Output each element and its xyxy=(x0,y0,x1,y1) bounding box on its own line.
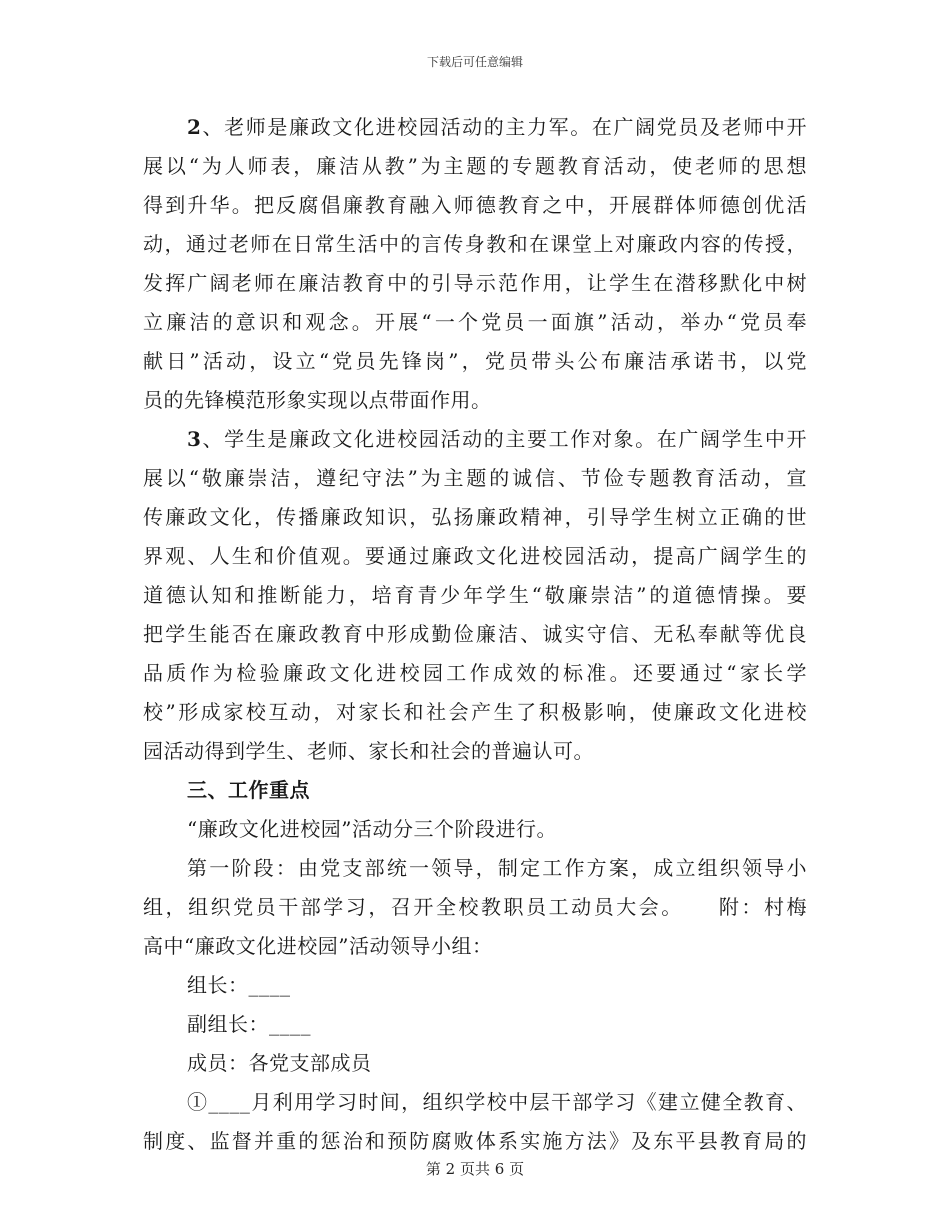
paragraph-line: 展以“为人师表，廉洁从教”为主题的专题教育活动，使老师的思想 xyxy=(143,154,807,178)
section-heading: 三、工作重点 xyxy=(187,778,310,802)
paragraph-item-one xyxy=(143,1083,807,1161)
page-header-note: 下载后可任意编辑 xyxy=(426,55,523,69)
paragraph-line: 制度、监督并重的惩治和预防腐败体系实施方法》及东平县教育局的 xyxy=(143,1129,807,1153)
group-members: 成员：各党支部成员 xyxy=(187,1051,372,1075)
paragraph-line: 献日”活动，设立“党员先锋岗”，党员带头公布廉洁承诺书，以党 xyxy=(143,349,807,373)
paragraph-line: 3、学生是廉政文化进校园活动的主要工作对象。在广阔学生中开 xyxy=(187,427,807,451)
paragraph-line: 展以“敬廉崇洁，遵纪守法”为主题的诚信、节俭专题教育活动，宣 xyxy=(143,466,807,490)
paragraph-stage-one xyxy=(143,849,807,966)
paragraph-line: 传廉政文化，传播廉政知识，弘扬廉政精神，引导学生树立正确的世 xyxy=(143,505,807,529)
paragraph-line: 品质作为检验廉政文化进校园工作成效的标准。还要通过“家长学 xyxy=(143,661,807,685)
document-body xyxy=(143,108,807,1161)
paragraph-number: 3 xyxy=(187,427,202,451)
paragraph-line: 界观、人生和价值观。要通过廉政文化进校园活动，提高广阔学生的 xyxy=(143,544,807,568)
paragraph-line: ①____月利用学习时间，组织学校中层干部学习《建立健全教育、 xyxy=(187,1090,807,1114)
paragraph-line: 道德认知和推断能力，培育青少年学生“敬廉崇洁”的道德情操。要 xyxy=(143,583,807,607)
group-vice-leader: 副组长：____ xyxy=(187,1012,311,1036)
paragraph-line: 高中“廉政文化进校园”活动领导小组： xyxy=(143,934,493,958)
page-footer-number: 第 2 页共 6 页 xyxy=(425,1160,525,1178)
paragraph-line: 校”形成家校互动，对家长和社会产生了积极影响，使廉政文化进校 xyxy=(143,700,807,724)
paragraph-line: 得到升华。把反腐倡廉教育融入师德教育之中，开展群体师德创优活 xyxy=(143,193,807,217)
paragraph-students xyxy=(143,420,807,771)
paragraph-line: 2、老师是廉政文化进校园活动的主力军。在广阔党员及老师中开 xyxy=(187,115,807,139)
paragraph-line: 第一阶段：由党支部统一领导，制定工作方案，成立组织领导小 xyxy=(187,856,807,880)
paragraph-line: 立廉洁的意识和观念。开展“一个党员一面旗”活动，举办“党员奉 xyxy=(143,310,807,334)
paragraph-line: 园活动得到学生、老师、家长和社会的普遍认可。 xyxy=(143,739,594,763)
paragraph-teachers xyxy=(143,108,807,420)
section-intro: “廉政文化进校园”活动分三个阶段进行。 xyxy=(187,817,557,841)
paragraph-line: 发挥广阔老师在廉洁教育中的引导示范作用，让学生在潜移默化中树 xyxy=(143,271,807,295)
paragraph-number: 2 xyxy=(187,115,202,139)
paragraph-line: 动，通过老师在日常生活中的言传身教和在课堂上对廉政内容的传授， xyxy=(143,232,807,256)
group-leader: 组长：____ xyxy=(187,973,291,997)
paragraph-line: 组，组织党员干部学习，召开全校教职员工动员大会。 附：村梅 xyxy=(143,895,807,919)
paragraph-line: 员的先锋模范形象实现以点带面作用。 xyxy=(143,388,492,412)
paragraph-line: 把学生能否在廉政教育中形成勤俭廉洁、诚实守信、无私奉献等优良 xyxy=(143,622,807,646)
